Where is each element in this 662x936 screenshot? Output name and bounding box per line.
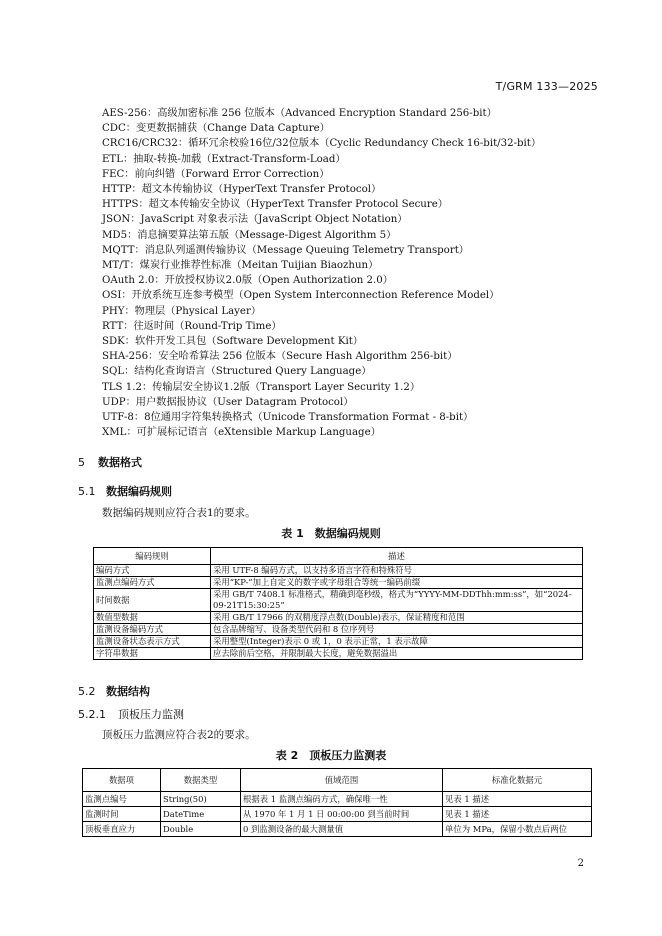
abbreviation-item: ETL：抽取-转换-加载（Extract-Transform-Load）: [102, 153, 346, 165]
table-row: [94, 648, 583, 660]
table-cell: DateTime: [161, 807, 241, 822]
table-cell: 见表 1 描述: [443, 792, 592, 807]
abbreviation-item: CDC：变更数据捕获（Change Data Capture）: [102, 123, 330, 135]
abbreviation-item: UDP：用户数据报协议（User Datagram Protocol）: [102, 396, 354, 408]
column-header: 描述: [211, 548, 583, 565]
column-header: 值域范围: [241, 769, 443, 792]
page-number: 2: [577, 858, 584, 869]
table-cell: 数值型数据: [94, 612, 211, 624]
table-row: [83, 807, 592, 822]
table-cell: 采用整型(Integer)表示 0 或 1，0 表示正常，1 表示故障: [211, 636, 583, 648]
abbreviation-item: XML：可扩展标记语言（eXtensible Markup Language）: [102, 427, 381, 439]
table-header-row: [94, 548, 583, 565]
section-number: 5.1: [78, 485, 96, 498]
table-row: [94, 589, 583, 612]
abbreviation-item: SQL：结构化查询语言（Structured Query Language）: [102, 366, 372, 378]
section-title: 顶板压力监测: [118, 708, 184, 721]
abbreviation-item: PHY：物理层（Physical Layer）: [102, 305, 262, 317]
document-id-header: T/GRM 133—2025: [495, 80, 598, 93]
column-header: 编码规则: [94, 548, 211, 565]
section-5-heading: [78, 454, 142, 470]
abbreviation-item: TLS 1.2：传输层安全协议1.2版（Transport Layer Security 1.2）: [102, 381, 421, 393]
section-title: 数据编码规则: [106, 485, 172, 498]
abbreviation-item: HTTP：超文本传输协议（HyperText Transfer Protocol）: [102, 184, 382, 196]
table-cell: 采用 GB/T 7408.1 标准格式，精确到毫秒级，格式为“YYYY-MM-DDThh:mm:ss”，如“2024-09-21T15:30:25”: [211, 589, 583, 612]
abbreviation-list: [102, 106, 622, 440]
table-row: [83, 792, 592, 807]
table-cell: 应去除前后空格，并限制最大长度，避免数据溢出: [211, 648, 583, 660]
abbreviation-item: FEC：前向纠错（Forward Error Correction）: [102, 168, 330, 180]
table-cell: 监测时间: [83, 807, 161, 822]
table-row: [94, 565, 583, 577]
abbreviation-item: CRC16/CRC32：循环冗余校验16位/32位版本（Cyclic Redundancy Check 16-bit/32-bit）: [102, 138, 542, 150]
table-cell: 采用 UTF-8 编码方式，以支持多语言字符和特殊符号: [211, 565, 583, 577]
table-cell: 监测点编号: [83, 792, 161, 807]
table-cell: String(50): [161, 792, 241, 807]
abbreviation-item: RTT：往返时间（Round-Trip Time）: [102, 320, 282, 332]
abbreviation-item: JSON：JavaScript 对象表示法（JavaScript Object Notation）: [102, 214, 408, 226]
table-cell: 0 到监测设备的最大测量值: [241, 822, 443, 837]
table-cell: 单位为 MPa，保留小数点后两位: [443, 822, 592, 837]
table-row: [94, 624, 583, 636]
table-2-roof-pressure: [82, 768, 592, 837]
table-cell: 见表 1 描述: [443, 807, 592, 822]
abbreviation-item: MQTT：消息队列遥测传输协议（Message Queuing Telemetry Transport）: [102, 244, 469, 256]
table-row: [94, 636, 583, 648]
table-row: [94, 612, 583, 624]
abbreviation-item: MT/T：煤炭行业推荐性标准（Meitan Tuijian Biaozhun）: [102, 260, 379, 272]
abbreviation-item: MD5：消息摘要算法第五版（Message-Digest Algorithm 5）: [102, 229, 397, 241]
section-5-1-paragraph: 数据编码规则应符合表1的要求。: [102, 507, 256, 519]
abbreviation-item: OAuth 2.0：开放授权协议2.0版（Open Authorization 2.0）: [102, 275, 393, 287]
abbreviation-item: OSI：开放系统互连参考模型（Open System Interconnection Reference Model）: [102, 290, 500, 302]
table-cell: 监测设备状态表示方式: [94, 636, 211, 648]
section-number: 5.2.1: [78, 708, 106, 721]
abbreviation-item: UTF-8：8位通用字符集转换格式（Unicode Transformation Format - 8-bit）: [102, 412, 474, 424]
abbreviation-item: HTTPS：超文本传输安全协议（HyperText Transfer Protocol Secure）: [102, 199, 448, 211]
table-cell: Double: [161, 822, 241, 837]
table-cell: 根据表 1 监测点编码方式，确保唯一性: [241, 792, 443, 807]
abbreviation-item: SHA-256：安全哈希算法 256 位版本（Secure Hash Algorithm 256-bit）: [102, 351, 458, 363]
column-header: 数据项: [83, 769, 161, 792]
column-header: 数据类型: [161, 769, 241, 792]
table-header-row: [83, 769, 592, 792]
table-cell: 顶板垂直应力: [83, 822, 161, 837]
table-cell: 包含品牌缩写、设备类型代码和 8 位序列号: [211, 624, 583, 636]
table-1-caption: 表 1 数据编码规则: [281, 527, 381, 540]
table-cell: 监测设备编码方式: [94, 624, 211, 636]
table-cell: 采用“KP-”加上自定义的数字或字母组合等统一编码前缀: [211, 577, 583, 589]
section-title: 数据结构: [106, 685, 150, 698]
column-header: 标准化数据元: [443, 769, 592, 792]
section-number: 5: [78, 456, 85, 469]
section-5-2-1-heading: [78, 706, 184, 722]
section-5-2-1-paragraph: 顶板压力监测应符合表2的要求。: [102, 729, 256, 741]
section-5-2-heading: [78, 683, 150, 699]
table-row: [83, 822, 592, 837]
table-cell: 编码方式: [94, 565, 211, 577]
table-cell: 时间数据: [94, 589, 211, 612]
table-cell: 从 1970 年 1 月 1 日 00:00:00 到当前时间: [241, 807, 443, 822]
section-title: 数据格式: [98, 456, 142, 469]
table-cell: 监测点编码方式: [94, 577, 211, 589]
table-cell: 字符串数据: [94, 648, 211, 660]
table-1-encoding-rules: [93, 547, 583, 660]
section-5-1-heading: [78, 483, 172, 499]
section-number: 5.2: [78, 685, 96, 698]
table-row: [94, 577, 583, 589]
table-2-caption: 表 2 顶板压力监测表: [275, 749, 387, 762]
table-cell: 采用 GB/T 17966 的双精度浮点数(Double)表示，保证精度和范围: [211, 612, 583, 624]
abbreviation-item: SDK：软件开发工具包（Software Development Kit）: [102, 336, 363, 348]
abbreviation-item: AES-256：高级加密标准 256 位版本（Advanced Encryption Standard 256-bit）: [102, 108, 497, 119]
